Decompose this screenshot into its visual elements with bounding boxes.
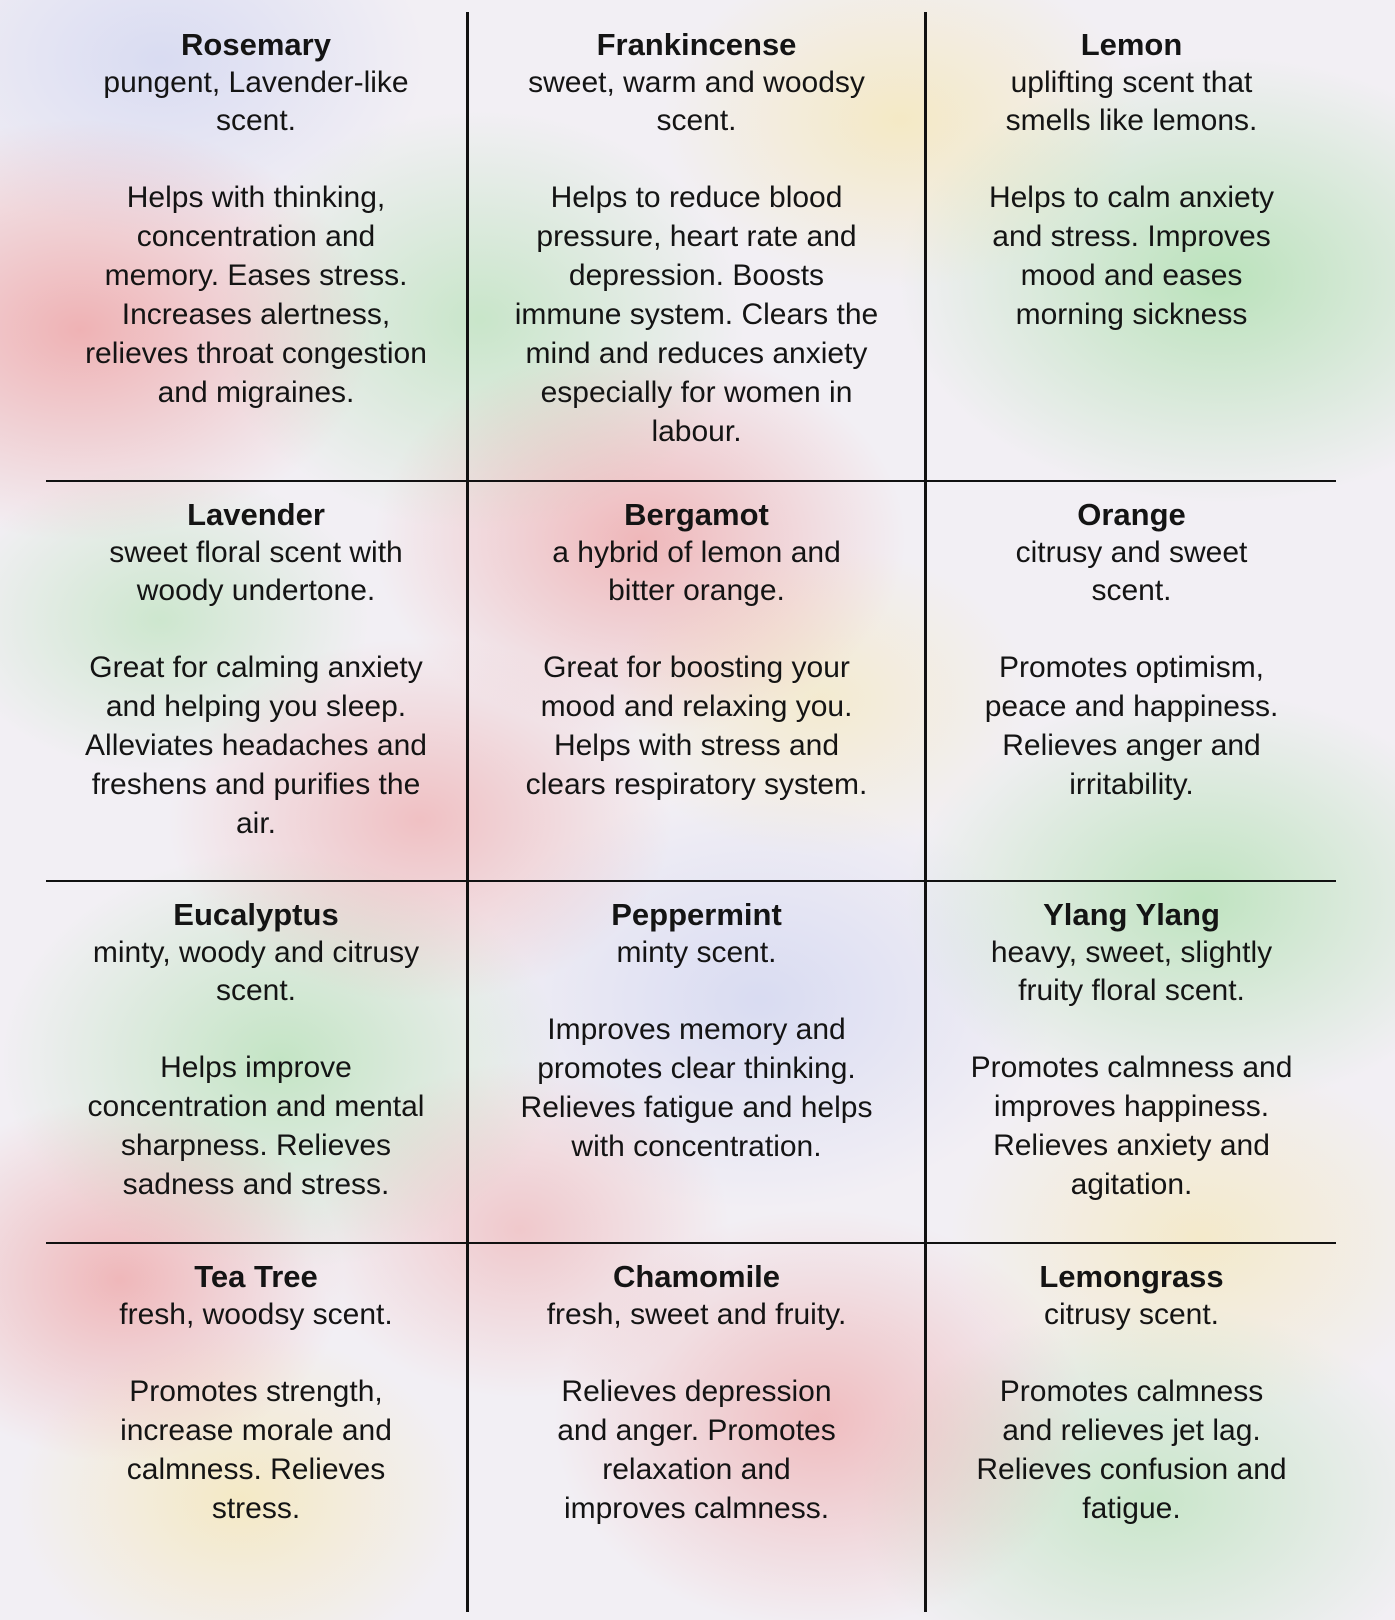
oil-cell-bergamot	[466, 480, 924, 880]
oil-scent: sweet floral scent with woody undertone.	[109, 536, 403, 607]
oil-name: Frankincense	[596, 27, 797, 62]
oil-name: Peppermint	[611, 897, 782, 932]
oil-benefit: Helps to calm anxiety and stress. Improves mood and eases morning sickness	[988, 181, 1275, 331]
oil-cell-lemongrass	[924, 1242, 1336, 1612]
oil-cell-orange	[924, 480, 1336, 880]
oil-cell-chamomile	[466, 1242, 924, 1612]
oil-scent: pungent, Lavender-like scent.	[103, 66, 409, 137]
oil-benefit: Great for boosting your mood and relaxing you. Helps with stress and clears respiratory system.	[525, 651, 868, 801]
oil-benefit: Relieves depression and anger. Promotes relaxation and improves calmness.	[557, 1375, 836, 1525]
oil-name: Rosemary	[181, 27, 331, 62]
oil-benefit: Promotes calmness and improves happiness. Relieves anxiety and agitation.	[970, 1051, 1293, 1201]
oil-benefit: Great for calming anxiety and helping you sleep. Alleviates headaches and freshens and purifies the air.	[85, 651, 427, 840]
oil-scent: citrusy and sweet scent.	[1015, 536, 1248, 607]
oil-cell-lavender	[46, 480, 466, 880]
oils-grid	[46, 12, 1336, 1612]
oil-benefit: Helps improve concentration and mental sharpness. Relieves sadness and stress.	[87, 1051, 425, 1201]
oil-name: Lemon	[1080, 27, 1183, 62]
oil-benefit: Helps with thinking, concentration and memory. Eases stress. Increases alertness, relieves throat congestion and migraines.	[85, 181, 427, 409]
oil-benefit: Promotes strength, increase morale and calmness. Relieves stress.	[120, 1375, 392, 1525]
oil-cell-frankincense	[466, 12, 924, 480]
oil-scent: uplifting scent that smells like lemons.	[1005, 66, 1258, 137]
oil-name: Ylang Ylang	[1043, 897, 1220, 932]
oil-benefit: Helps to reduce blood pressure, heart rate and depression. Boosts immune system. Clears the mind and reduces anxiety especially for women in labour.	[514, 181, 879, 448]
oil-cell-peppermint	[466, 880, 924, 1242]
oil-scent: a hybrid of lemon and bitter orange.	[552, 536, 841, 607]
oil-name: Chamomile	[612, 1259, 781, 1294]
oil-cell-lemon	[924, 12, 1336, 480]
oil-benefit: Promotes optimism, peace and happiness. Relieves anger and irritability.	[984, 651, 1279, 801]
oil-name: Tea Tree	[194, 1259, 318, 1294]
oil-cell-ylang-ylang	[924, 880, 1336, 1242]
oil-cell-tea-tree	[46, 1242, 466, 1612]
oil-name: Lavender	[187, 497, 325, 532]
oil-scent: heavy, sweet, slightly fruity floral scent.	[990, 936, 1273, 1007]
oil-scent: minty, woody and citrusy scent.	[92, 936, 420, 1007]
oil-name: Eucalyptus	[173, 897, 339, 932]
oil-scent: fresh, woodsy scent.	[119, 1298, 393, 1331]
oil-benefit: Promotes calmness and relieves jet lag. Relieves confusion and fatigue.	[976, 1375, 1287, 1525]
oil-benefit: Improves memory and promotes clear thinking. Relieves fatigue and helps with concentration.	[520, 1013, 873, 1163]
oil-name: Orange	[1077, 497, 1186, 532]
oil-scent: citrusy scent.	[1043, 1298, 1220, 1331]
oil-name: Lemongrass	[1039, 1259, 1224, 1294]
oil-name: Bergamot	[624, 497, 769, 532]
oil-scent: fresh, sweet and fruity.	[546, 1298, 847, 1331]
oil-cell-rosemary	[46, 12, 466, 480]
oil-scent: sweet, warm and woodsy scent.	[528, 66, 865, 137]
oil-scent: minty scent.	[616, 936, 777, 969]
oil-cell-eucalyptus	[46, 880, 466, 1242]
